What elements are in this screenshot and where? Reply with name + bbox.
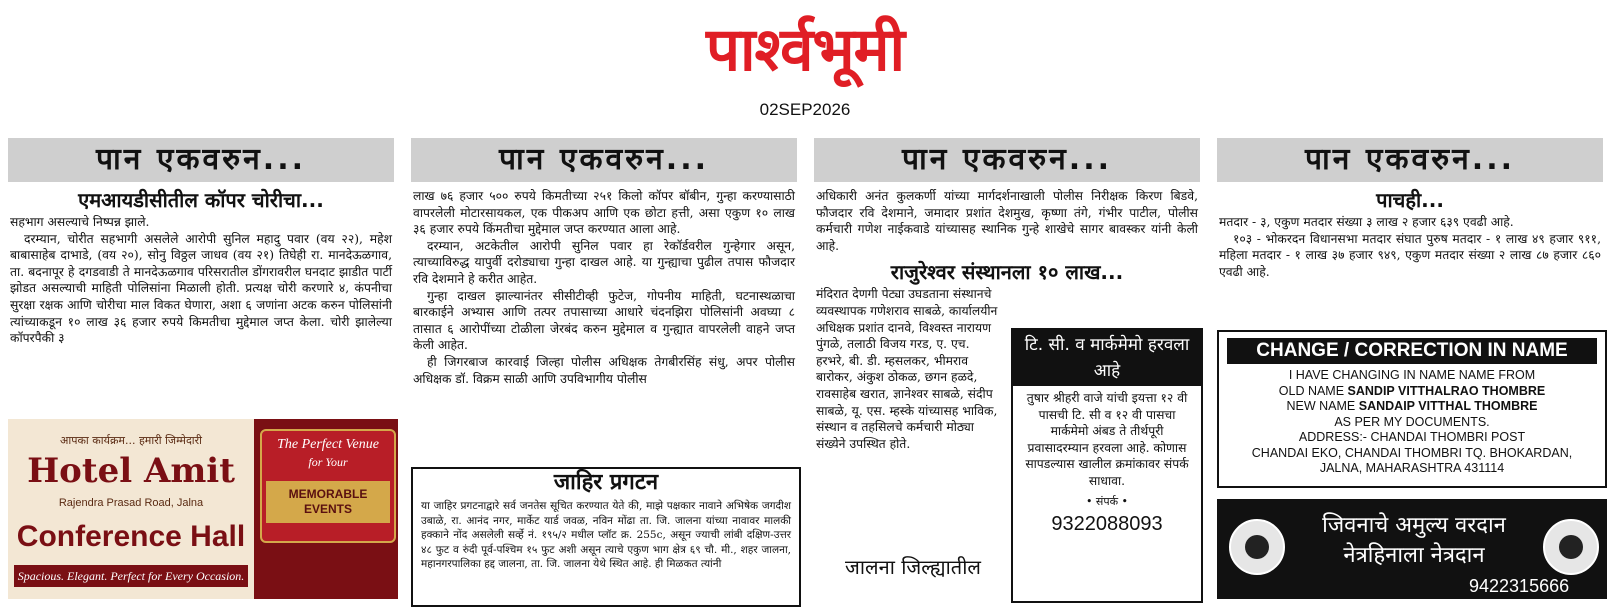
eye-donation-ad: [1217, 499, 1607, 599]
article-body: [8, 214, 394, 347]
subheadline: जालना जिल्ह्यातील: [845, 555, 981, 579]
new-name-label: NEW NAME: [1286, 399, 1359, 413]
name-change-notice: [1217, 330, 1607, 488]
hotel-address: Rajendra Prasad Road, Jalna: [58, 497, 204, 509]
address-line: CHANDAI EKO, CHANDAI THOMBRI TQ. BHOKARDAN,: [1251, 445, 1573, 460]
hotel-slogan: Spacious. Elegant. Perfect for Every Occasion.: [14, 565, 248, 587]
hotel-tagline: आपका कार्यक्रम... हमारी जिम्मेदारी: [59, 434, 202, 447]
venue-badge: [260, 429, 396, 543]
name-change-line: I HAVE CHANGING IN NAME NAME FROM: [1288, 368, 1536, 382]
address-line: ADDRESS:- CHANDAI THOMBRI POST: [1298, 430, 1526, 444]
hotel-advertisement: [8, 419, 398, 599]
lost-document-notice: [1011, 328, 1203, 603]
eye-ad-line-2: नेत्रहिनाला नेत्रदान: [1343, 543, 1485, 568]
contact-label: • संपर्क •: [1085, 494, 1129, 508]
section-band: पान एकवरुन...: [1217, 138, 1603, 182]
eye-icon: [1543, 519, 1599, 575]
eye-icon: [1229, 519, 1285, 575]
section-band: पान एकवरुन...: [8, 138, 394, 182]
article-paragraph: दरम्यान, चोरीत सहभागी असलेले आरोपी सुनिल महादु पवार (वय २२), महेश बाबासाहेब दाभाडे, (वय २०), सोनु विठ्ठल जाधव (वय २१) तिघेही रा. मानदेऊळगाव, ता. बदनापूर हे दगडवाडी ते मानदेऊळगाव परिसरातील डोंगरावरील घनदाट झाडीत पार्टी झोडत असल्याची माहिती पोलिसांना मिळाली होती. प्रत्यक्ष चोरी करणारे ४, कंपनीचा सुरक्षा रक्षक आणि चोरीचा माल विकत घेणारा, अशा ६ जणांना अटक करुन पोलिसांनी त्यांच्याकडून १० लाख ३६ हजार रुपये किमतीचा मुद्देमाल जप्त केला. चोरी झालेल्या कॉपरपैकी ३: [10, 231, 392, 346]
article-body: [814, 188, 1200, 254]
new-name: SANDAIP VITTHAL THOMBRE: [1358, 399, 1538, 413]
notice-text: या जाहिर प्रगटनाद्वारे सर्व जनतेस सूचित करण्यात येते की, माझे पक्षकार नावाने अभिषेक जगदीश उबाळे, रा. आनंद नगर, मार्केट यार्ड जवळ, नविन मोंढा ता. जि. जालना यांच्या नावावर मालकी हक्काने नोंद असलेली सर्व्हे नं. १९५/२ मधील प्लॉट क्र. 255c, असून ज्याची लांबी दक्षिण-उत्तर ४८ फुट व रुंदी पूर्व-पश्चिम १५ फुट अशी असून त्याचे एकुण भाग क्षेत्र ६९ चौ. मी., शहर जालना, महानगरपालिका हद्द जालना, ता. जि. जालना येथे स्थित आहे. ही मिळकत त्यांनी: [421, 500, 791, 570]
article-paragraph: लाख ७६ हजार ५०० रुपये किमतीच्या २५१ किलो कॉपर बॉबीन, गुन्हा करण्यासाठी वापरलेली मोटारसायकल, एक पीकअप आणि एक छोटा हत्ती, असा एकुण १० लाख ३६ हजार रुपये किंमतीचा मुद्देमाल जप्त करण्यात आला आहे.: [413, 189, 795, 237]
article-paragraph: ही जिगरबाज कारवाई जिल्हा पोलीस अधिक्षक तेगबीरसिंह संधु, अपर पोलीस अधिक्षक डॉ. विक्रम साळी आणि उपविभागीय पोलीस: [413, 354, 795, 386]
lost-notice-title: टि. सी. व मार्कमेमो हरवला आहे: [1013, 330, 1201, 386]
name-change-line: AS PER MY DOCUMENTS.: [1334, 414, 1490, 429]
article-paragraph: सहभाग असल्याचे निष्पन्न झाले.: [10, 215, 150, 229]
hotel-ad-panel: [8, 419, 254, 599]
old-name-line: [1219, 384, 1605, 400]
article-paragraph: मतदार - ३, एकुण मतदार संख्या ३ लाख २ हजार ६३९ एवढी आहे.: [1219, 215, 1514, 229]
old-name: SANDIP VITTHALRAO THOMBRE: [1347, 383, 1546, 398]
lost-notice-text: तुषार श्रीहरी वाजे यांची इयत्ता १२ वी पासची टि. सी व १२ वी पासचा मार्कमेमो अंबड ते तीर्थपूरी प्रवासादरम्यान हरवला आहे. कोणास सापडल्यास खालील क्रमांकावर संपर्क साधावा.: [1025, 391, 1189, 488]
eye-ad-line-1: जिवनाचे अमुल्य वरदान: [1322, 513, 1506, 538]
eye-ad-text: [1289, 511, 1539, 571]
article-body: [411, 188, 797, 387]
venue-events: MEMORABLE EVENTS: [266, 481, 390, 523]
article-paragraph: १०३ - भोकरदन विधानसभा मतदार संघात पुरुष मतदार - १ लाख ४९ हजार ९११, महिला मतदार - १ लाख ३७ हजार ९४९, एकुण मतदार संख्या २ लाख ८७ हजार ८६० एवढी आहे.: [1219, 231, 1601, 279]
article-paragraph: दरम्यान, अटकेतील आरोपी सुनिल पवार हा रेकॉर्डवरील गुन्हेगार असून, त्याच्याविरुद्ध यापुर्वी दरोड्याचा गुन्हा दाखल आहे. या गुन्ह्याचा पुढील तपास फौजदार रवि देशमाने हे करीत आहेत.: [413, 238, 795, 286]
notice-title: जाहिर प्रगटन: [553, 470, 659, 495]
article-headline: राजुरेश्वर संस्थानला १० लाख...: [890, 260, 1124, 285]
new-name-line: [1219, 399, 1605, 415]
hotel-hall: Conference Hall: [16, 520, 246, 553]
issue-date: 02SEP2026: [759, 100, 851, 119]
venue-for: for Your: [308, 455, 348, 469]
old-name-label: OLD NAME: [1278, 383, 1348, 398]
article-body-narrow: मंदिरात देणगी पेट्या उघडताना संस्थानचे व्यवस्थापक गणेशराव साबळे, कार्यालयीन अधिक्षक प्रशांत दानवे, विश्वस्त नारायण पुंगळे, तलाठी विजय गरड, ए. एच. हरभरे, बी. डी. म्हसलकर, भीमराव बारोकर, अंकुश ठोकळ, छगन हळदे, रावसाहेब खरात, ज्ञानेश्वर साबळे, संदीप साबळे, यू. एस. म्हस्के यांच्यासह भाविक, संस्थान व तहसिलचे कर्मचारी मोठ्या संख्येने उपस्थित होते.: [816, 287, 998, 451]
newspaper-title: पार्श्वभूमी: [705, 15, 905, 85]
article-paragraph: अधिकारी अनंत कुलकर्णी यांच्या मार्गदर्शनाखाली पोलीस निरीक्षक किरण बिडवे, फौजदार रवि देशमाने, जमादार प्रशांत देशमुख, कृष्णा तंगे, गंभीर पाटील, पोलीस कर्मचारी गणेश नाईकवाडे यांच्यासह स्थानिक गुन्हे शाखेचे सागर बावस्कर यांनी केली आहे.: [816, 189, 1198, 253]
eye-ad-number: 9422315666: [1469, 576, 1570, 596]
name-change-title: CHANGE / CORRECTION IN NAME: [1227, 338, 1597, 364]
article-headline: पाचही...: [1376, 188, 1444, 212]
article-body: [1217, 214, 1603, 280]
hotel-name: Hotel Amit: [27, 451, 235, 491]
public-notice: [411, 467, 801, 607]
contact-phone: 9322088093: [1051, 512, 1163, 535]
address-line: JALNA, MAHARASHTRA 431114: [1319, 461, 1505, 475]
venue-title: The Perfect Venue: [277, 437, 379, 452]
article-paragraph: गुन्हा दाखल झाल्यानंतर सीसीटीव्ही फुटेज, गोपनीय माहिती, घटनास्थळाचा बारकाईने अभ्यास आणि तत्पर तपासाच्या आधारे चंदनझिरा पोलिसांनी अवघ्या ८ तासात ६ आरोपींच्या टोळीला जेरबंद करुन मुद्देमाल व गुन्ह्यात वापरलेली वाहने जप्त केली आहेत.: [413, 288, 795, 353]
section-band: पान एकवरुन...: [814, 138, 1200, 182]
article-headline: एमआयडीसीतील कॉपर चोरीचा...: [78, 188, 324, 212]
section-band: पान एकवरुन...: [411, 138, 797, 182]
